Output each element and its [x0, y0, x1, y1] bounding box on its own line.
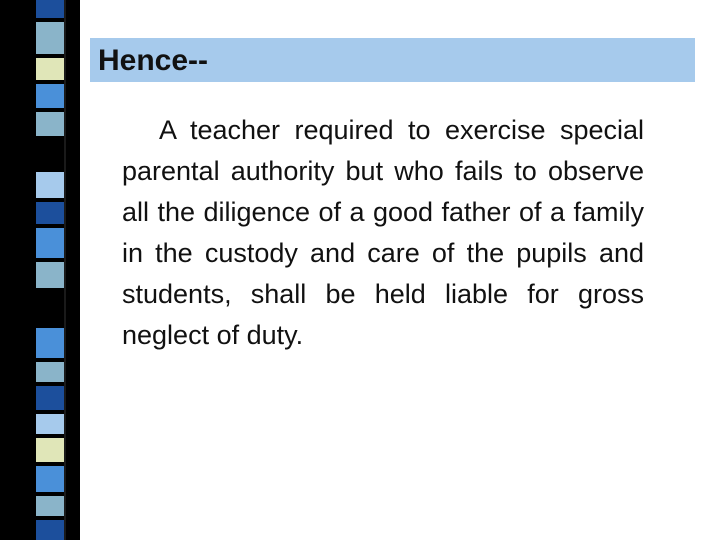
stripe-bar-edge	[64, 0, 66, 540]
slide-title: Hence--	[98, 44, 209, 77]
decorative-stripe	[36, 112, 64, 136]
decorative-stripe	[36, 386, 64, 410]
decorative-stripe	[36, 228, 64, 258]
decorative-stripe	[36, 84, 64, 108]
decorative-stripe	[36, 362, 64, 382]
decorative-stripe	[36, 172, 64, 198]
decorative-stripe	[36, 58, 64, 80]
decorative-stripe	[36, 520, 64, 540]
decorative-stripe	[36, 140, 64, 168]
decorative-stripe	[36, 292, 64, 324]
decorative-stripe-bar	[0, 0, 80, 540]
slide-body-text: A teacher required to exercise special parental authority but who fails to observe all the diligence of a good father of a family in the custody and care of the pupils and students, shall be held liable for gross neglect of duty.	[122, 115, 644, 350]
decorative-stripe	[36, 438, 64, 462]
decorative-stripe	[36, 22, 64, 54]
decorative-stripe	[36, 262, 64, 288]
decorative-stripe	[36, 414, 64, 434]
decorative-stripe	[36, 496, 64, 516]
decorative-stripe	[36, 328, 64, 358]
decorative-stripe	[36, 466, 64, 492]
decorative-stripe	[36, 202, 64, 224]
decorative-stripe	[36, 0, 64, 18]
